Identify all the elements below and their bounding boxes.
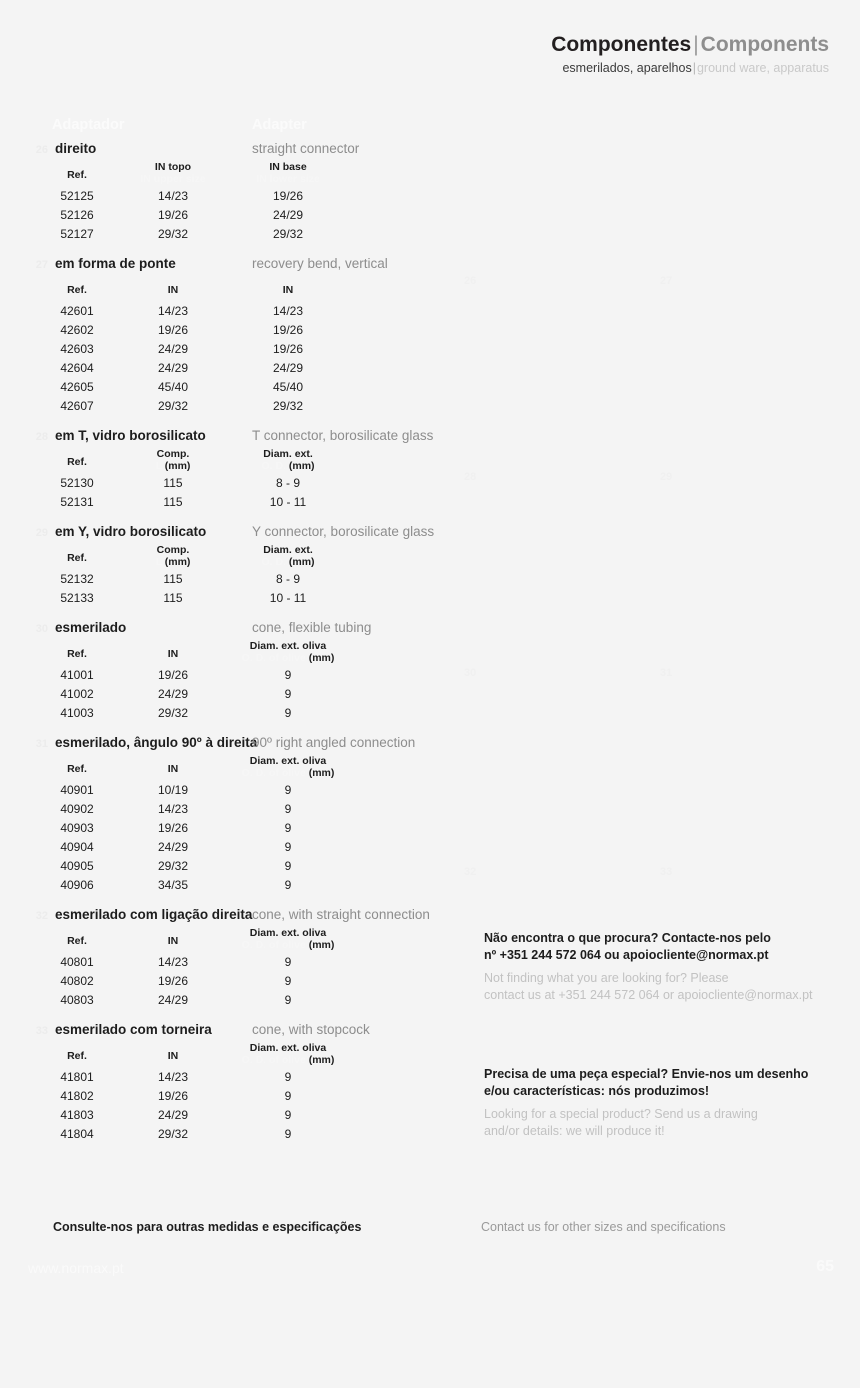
cell-value: 9: [284, 668, 292, 682]
cell-reference: 41801: [60, 1070, 94, 1084]
table-row: [0, 359, 440, 378]
cell-value: 9: [284, 878, 292, 892]
special-order-note-en: [484, 1106, 844, 1140]
table-row: [0, 1087, 440, 1106]
table-header-row: [0, 640, 440, 666]
section-number: 32: [35, 910, 48, 922]
cell-value: 115: [163, 591, 183, 605]
cell-reference: 52133: [60, 591, 94, 605]
table-row: [0, 187, 440, 206]
cell-value: 24/29: [157, 1108, 189, 1122]
product-section: [0, 907, 440, 1010]
column-header-en: IN upper size: [140, 172, 206, 185]
family-heading: [0, 117, 860, 135]
section-number: 26: [35, 144, 48, 156]
page-title-en: Components: [700, 33, 829, 56]
cell-reference: 52126: [60, 208, 94, 222]
table-row: [0, 302, 440, 321]
section-title-row: [0, 428, 440, 448]
footer-note-en: Contact us for other sizes and specifications: [481, 1220, 726, 1234]
cell-reference: 41001: [60, 668, 94, 682]
column-header: [228, 162, 348, 185]
section-title-pt: esmerilado: [55, 620, 127, 635]
column-header-en: IN lower size: [256, 172, 320, 185]
cell-value: 9: [284, 783, 292, 797]
column-header-pt: Ref.: [67, 935, 87, 947]
cell-value: 29/32: [272, 399, 304, 413]
cell-value: 19/26: [272, 323, 304, 337]
cell-value: 19/26: [157, 208, 189, 222]
column-header-pt: IN: [282, 284, 294, 296]
column-header-pt: IN: [167, 935, 179, 947]
table-row: [0, 666, 440, 685]
section-title-row: [0, 256, 440, 276]
column-header: [228, 641, 348, 664]
contact-note-en-line1: Not finding what you are looking for? Please: [484, 971, 729, 985]
column-header-unit: (mm): [161, 459, 191, 472]
column-header-pt: IN: [167, 648, 179, 660]
product-section: [0, 1022, 440, 1144]
cell-reference: 40905: [60, 859, 94, 873]
cell-value: 24/29: [272, 361, 304, 375]
page-title: [551, 32, 829, 57]
cell-value: 9: [284, 1070, 292, 1084]
column-header-en: O. D.: [261, 459, 286, 472]
column-header: [46, 285, 108, 297]
special-order-note: [484, 1066, 844, 1140]
cell-reference: 52125: [60, 189, 94, 203]
column-header-pt: Diam. ext.: [263, 448, 313, 460]
column-header-pt: IN topo: [154, 161, 192, 173]
column-header-pt: Diam. ext. oliva: [249, 640, 327, 652]
cell-value: 24/29: [157, 361, 189, 375]
cell-value: 29/32: [157, 1127, 189, 1141]
cell-reference: 42601: [60, 304, 94, 318]
section-title-pt: em Y, vidro borosilicato: [55, 524, 207, 539]
cell-reference: 41802: [60, 1089, 94, 1103]
cell-value: 9: [284, 974, 292, 988]
column-header-unit: (mm): [305, 651, 335, 664]
column-header-unit: (mm): [285, 555, 315, 568]
column-header: [228, 1043, 348, 1066]
table-row: [0, 781, 440, 800]
column-header: [46, 764, 108, 776]
cell-reference: 42607: [60, 399, 94, 413]
section-title-pt: esmerilado com torneira: [55, 1022, 212, 1037]
cell-value: 14/23: [157, 304, 189, 318]
product-section: [0, 141, 440, 244]
section-number: 30: [35, 623, 48, 635]
column-header-en: L: [155, 459, 162, 472]
table-row: [0, 1068, 440, 1087]
product-section: [0, 524, 440, 608]
section-title-en: cone, with straight connection: [252, 907, 430, 922]
column-header: [228, 928, 348, 951]
page-number: 65: [816, 1258, 834, 1275]
section-title-row: [0, 1022, 440, 1042]
column-header: [46, 170, 108, 182]
column-header-en: O. D.: [261, 555, 286, 568]
section-title-pt: esmerilado, ângulo 90º à direita: [55, 735, 258, 750]
cell-value: 45/40: [157, 380, 189, 394]
column-header-pt: Diam. ext.: [263, 544, 313, 556]
section-title-en: cone, with stopcock: [252, 1022, 370, 1037]
cell-value: 34/35: [157, 878, 189, 892]
column-header: [132, 649, 214, 661]
table-row: [0, 589, 440, 608]
table-row: [0, 225, 440, 244]
cell-reference: 40901: [60, 783, 94, 797]
table-row: [0, 972, 440, 991]
section-title-pt: esmerilado com ligação direita: [55, 907, 253, 922]
product-section: [0, 735, 440, 895]
column-header-pt: IN: [167, 284, 179, 296]
cell-value: 19/26: [157, 1089, 189, 1103]
title-separator: |: [693, 33, 699, 56]
cell-reference: 42602: [60, 323, 94, 337]
special-order-note-pt: [484, 1066, 844, 1100]
section-number: 27: [35, 259, 48, 271]
table-row: [0, 340, 440, 359]
cell-reference: 40906: [60, 878, 94, 892]
section-title-pt: em T, vidro borosilicato: [55, 428, 206, 443]
column-header: [228, 285, 348, 297]
table-row: [0, 838, 440, 857]
column-header: [228, 545, 348, 568]
table-row: [0, 857, 440, 876]
table-row: [0, 991, 440, 1010]
table-row: [0, 819, 440, 838]
table-row: [0, 876, 440, 895]
column-header-pt: Ref.: [67, 1050, 87, 1062]
cell-value: 10 - 11: [269, 495, 307, 509]
section-title-en: 90º right angled connection: [252, 735, 416, 750]
table-row: [0, 378, 440, 397]
column-header-pt: Diam. ext. oliva: [249, 1042, 327, 1054]
section-number: 28: [35, 431, 48, 443]
column-header: [132, 764, 214, 776]
cell-value: 115: [163, 572, 183, 586]
cell-value: 115: [163, 495, 183, 509]
figure-caption-number: 29: [660, 471, 673, 483]
figure-caption-number: 27: [660, 275, 673, 287]
table-row: [0, 685, 440, 704]
cell-reference: 40904: [60, 840, 94, 854]
section-title-row: [0, 524, 440, 544]
table-row: [0, 206, 440, 225]
column-header: [46, 457, 108, 469]
contact-note: [484, 930, 844, 1004]
column-header-unit: (mm): [305, 938, 335, 951]
column-header-pt: Ref.: [67, 552, 87, 564]
figure-caption-number: 30: [464, 667, 477, 679]
product-section: [0, 620, 440, 723]
cell-value: 9: [284, 859, 292, 873]
cell-value: 9: [284, 955, 292, 969]
cell-value: 19/26: [272, 189, 304, 203]
contact-note-pt-line2: nº +351 244 572 064 ou apoiocliente@normax.pt: [484, 948, 769, 962]
cell-value: 24/29: [157, 687, 189, 701]
cell-value: 115: [163, 476, 183, 490]
table-row: [0, 704, 440, 723]
family-label-pt: Adaptador: [52, 117, 125, 133]
column-header: [228, 756, 348, 779]
cell-value: 9: [284, 687, 292, 701]
figure-caption-number: 31: [660, 667, 673, 679]
table-header-row: [0, 448, 440, 474]
family-label-en: Adapter: [252, 117, 307, 133]
section-title-pt: em forma de ponte: [55, 256, 176, 271]
column-header-en: O. D. of olive: [241, 766, 306, 779]
cell-value: 14/23: [272, 304, 304, 318]
column-header-pt: IN: [167, 763, 179, 775]
column-header-pt: IN: [167, 1050, 179, 1062]
column-header-pt: Comp.: [156, 544, 190, 556]
column-header-unit: (mm): [305, 766, 335, 779]
column-header-pt: IN base: [269, 161, 307, 173]
column-header-unit: (mm): [285, 459, 315, 472]
cell-value: 45/40: [272, 380, 304, 394]
contact-note-pt: [484, 930, 844, 964]
cell-value: 8 - 9: [275, 572, 300, 586]
table-header-row: [0, 544, 440, 570]
column-header: [46, 1051, 108, 1063]
table-header-row: [0, 276, 440, 302]
website-url[interactable]: www.normax.pt: [28, 1260, 124, 1276]
table-row: [0, 321, 440, 340]
page-subtitle: [551, 60, 829, 76]
cell-value: 24/29: [157, 342, 189, 356]
table-header-row: [0, 927, 440, 953]
column-header: [132, 545, 214, 568]
cell-reference: 52127: [60, 227, 94, 241]
column-header-unit: (mm): [305, 1053, 335, 1066]
column-header-pt: Ref.: [67, 648, 87, 660]
cell-value: 14/23: [157, 802, 189, 816]
table-header-row: [0, 755, 440, 781]
figure-caption-number: 26: [464, 275, 477, 287]
column-header: [132, 936, 214, 948]
special-order-note-en-line2: and/or details: we will produce it!: [484, 1124, 665, 1138]
column-header: [132, 285, 214, 297]
column-header: [132, 1051, 214, 1063]
cell-reference: 41002: [60, 687, 94, 701]
column-header: [228, 449, 348, 472]
product-section: [0, 428, 440, 512]
cell-value: 14/23: [157, 189, 189, 203]
cell-value: 29/32: [157, 706, 189, 720]
cell-reference: 42604: [60, 361, 94, 375]
section-title-row: [0, 141, 440, 161]
cell-reference: 41003: [60, 706, 94, 720]
cell-value: 29/32: [157, 399, 189, 413]
special-order-note-pt-line1: Precisa de uma peça especial? Envie-nos um desenho: [484, 1067, 809, 1081]
cell-value: 10 - 11: [269, 591, 307, 605]
cell-value: 9: [284, 840, 292, 854]
cell-value: 29/32: [272, 227, 304, 241]
section-title-pt: direito: [55, 141, 97, 156]
table-row: [0, 570, 440, 589]
cell-value: 14/23: [157, 1070, 189, 1084]
column-header-pt: Ref.: [67, 456, 87, 468]
cell-reference: 42605: [60, 380, 94, 394]
cell-reference: 52130: [60, 476, 94, 490]
column-header: [132, 162, 214, 185]
cell-value: 9: [284, 706, 292, 720]
column-header-pt: Ref.: [67, 284, 87, 296]
cell-reference: 52132: [60, 572, 94, 586]
table-header-row: [0, 1042, 440, 1068]
column-header-en: O. D. of olive: [241, 1053, 306, 1066]
section-title-en: straight connector: [252, 141, 360, 156]
cell-value: 19/26: [157, 668, 189, 682]
table-row: [0, 1106, 440, 1125]
cell-reference: 40802: [60, 974, 94, 988]
column-header-pt: Ref.: [67, 763, 87, 775]
column-header: [46, 649, 108, 661]
cell-reference: 40903: [60, 821, 94, 835]
cell-value: 29/32: [157, 859, 189, 873]
column-header-en: L: [155, 555, 162, 568]
cell-value: 9: [284, 1089, 292, 1103]
cell-value: 19/26: [157, 974, 189, 988]
column-header: [132, 449, 214, 472]
column-header-pt: Ref.: [67, 169, 87, 181]
cell-value: 24/29: [157, 993, 189, 1007]
contact-note-en: [484, 970, 844, 1004]
column-header-pt: Diam. ext. oliva: [249, 755, 327, 767]
contact-note-en-line2: contact us at +351 244 572 064 or apoiocliente@normax.pt: [484, 988, 813, 1002]
column-header-pt: Diam. ext. oliva: [249, 927, 327, 939]
cell-value: 9: [284, 802, 292, 816]
cell-value: 24/29: [272, 208, 304, 222]
cell-value: 10/19: [157, 783, 189, 797]
cell-value: 9: [284, 1127, 292, 1141]
figure-caption-number: 28: [464, 471, 477, 483]
cell-reference: 42603: [60, 342, 94, 356]
column-header: [46, 553, 108, 565]
section-number: 33: [35, 1025, 48, 1037]
table-row: [0, 493, 440, 512]
column-header-unit: (mm): [161, 555, 191, 568]
cell-reference: 41803: [60, 1108, 94, 1122]
page-subtitle-en: ground ware, apparatus: [696, 61, 829, 75]
subtitle-separator: |: [692, 61, 696, 75]
column-header: [46, 936, 108, 948]
product-section: [0, 256, 440, 416]
cell-value: 19/26: [157, 323, 189, 337]
section-number: 31: [35, 738, 48, 750]
cell-reference: 40801: [60, 955, 94, 969]
page-subtitle-pt: esmerilados, aparelhos: [562, 61, 692, 75]
section-number: 29: [35, 527, 48, 539]
cell-reference: 40803: [60, 993, 94, 1007]
footer-note-pt: Consulte-nos para outras medidas e especificações: [53, 1220, 362, 1234]
cell-value: 9: [284, 993, 292, 1007]
cell-reference: 52131: [60, 495, 94, 509]
column-header-pt: Comp.: [156, 448, 190, 460]
page-title-pt: Componentes: [551, 33, 692, 56]
table-row: [0, 397, 440, 416]
contact-note-pt-line1: Não encontra o que procura? Contacte-nos pelo: [484, 931, 771, 945]
cell-reference: 41804: [60, 1127, 94, 1141]
section-title-row: [0, 620, 440, 640]
column-header-en: O. D. of olive: [241, 938, 306, 951]
cell-value: 9: [284, 1108, 292, 1122]
section-title-row: [0, 735, 440, 755]
figure-caption-number: 33: [660, 866, 673, 878]
table-row: [0, 953, 440, 972]
cell-value: 19/26: [272, 342, 304, 356]
figure-caption-number: 32: [464, 866, 477, 878]
column-header-en: O. D. of olive: [241, 651, 306, 664]
section-title-en: cone, flexible tubing: [252, 620, 372, 635]
cell-value: 19/26: [157, 821, 189, 835]
section-title-row: [0, 907, 440, 927]
page-header: [551, 32, 829, 76]
section-title-en: recovery bend, vertical: [252, 256, 388, 271]
cell-value: 8 - 9: [275, 476, 300, 490]
special-order-note-en-line1: Looking for a special product? Send us a drawing: [484, 1107, 758, 1121]
table-row: [0, 800, 440, 819]
table-row: [0, 474, 440, 493]
cell-value: 9: [284, 821, 292, 835]
cell-value: 29/32: [157, 227, 189, 241]
table-row: [0, 1125, 440, 1144]
cell-reference: 40902: [60, 802, 94, 816]
section-title-en: T connector, borosilicate glass: [252, 428, 434, 443]
table-header-row: [0, 161, 440, 187]
special-order-note-pt-line2: e/ou características: nós produzimos!: [484, 1084, 710, 1098]
cell-value: 24/29: [157, 840, 189, 854]
section-title-en: Y connector, borosilicate glass: [252, 524, 435, 539]
cell-value: 14/23: [157, 955, 189, 969]
